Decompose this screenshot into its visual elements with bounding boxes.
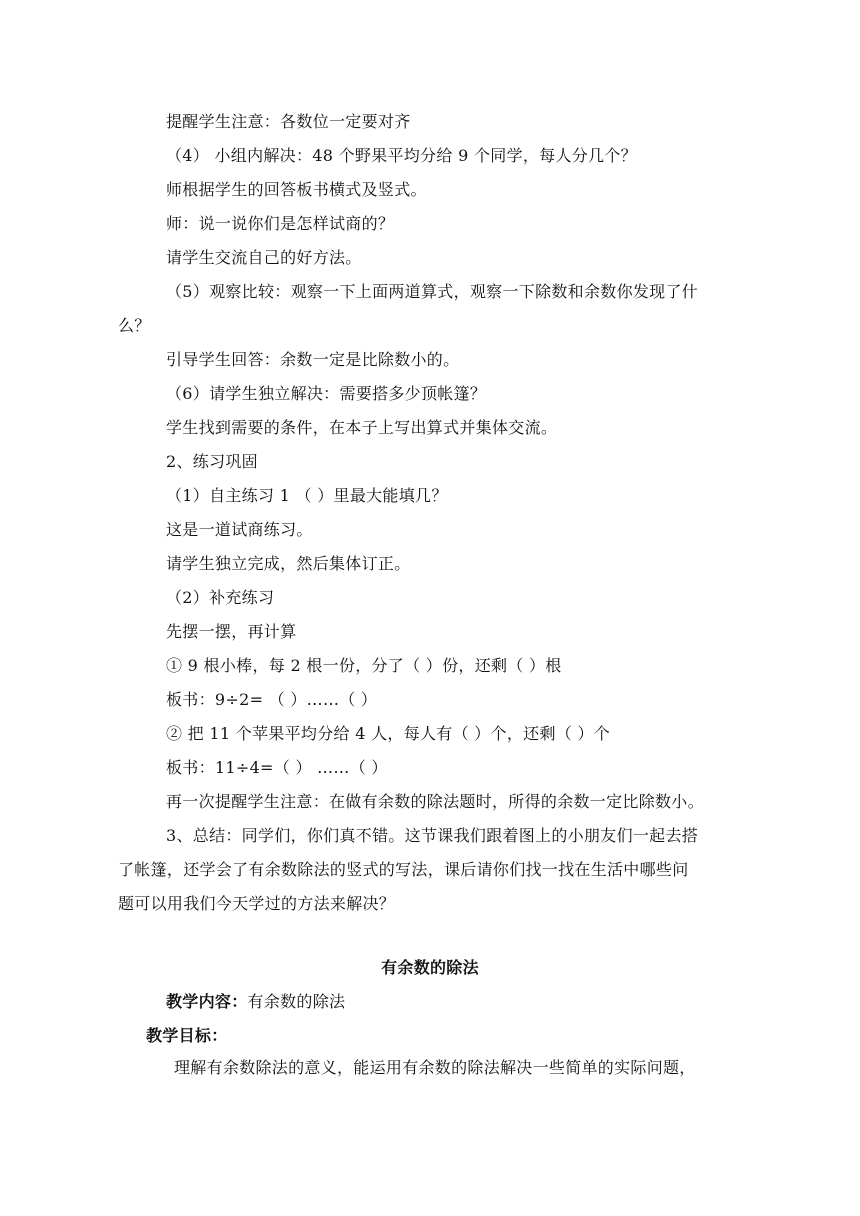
paragraph: （6）请学生独立解决：需要搭多少顶帐篷？ xyxy=(166,384,487,403)
paragraph: 板书：11÷4=（ ） ……（ ） xyxy=(166,758,388,777)
paragraph: 先摆一摆，再计算 xyxy=(166,622,297,641)
paragraph: 提醒学生注意：各数位一定要对齐 xyxy=(166,112,411,131)
paragraph: 了帐篷，还学会了有余数除法的竖式的写法，课后请你们找一找在生活中哪些问 xyxy=(118,860,689,879)
lesson-title-wrap xyxy=(0,958,860,978)
paragraph: 3、总结：同学们，你们真不错。这节课我们跟着图上的小朋友们一起去搭 xyxy=(166,826,699,845)
teaching-goal-label: 教学目标： xyxy=(146,1026,228,1045)
paragraph: 请学生交流自己的好方法。 xyxy=(166,248,362,267)
paragraph: （5）观察比较：观察一下上面两道算式，观察一下除数和余数你发现了什 xyxy=(166,282,699,301)
paragraph: 请学生独立完成，然后集体订正。 xyxy=(166,554,411,573)
paragraph: 再一次提醒学生注意：在做有余数的除法题时，所得的余数一定比除数小。 xyxy=(166,792,704,811)
paragraph: 这是一道试商练习。 xyxy=(166,520,313,539)
paragraph: 板书：9÷2= （ ）……（ ） xyxy=(166,690,378,709)
paragraph: 师：说一说你们是怎样试商的？ xyxy=(166,214,395,233)
section-heading: 2、练习巩固 xyxy=(166,452,258,471)
paragraph: 么？ xyxy=(118,316,151,335)
teaching-content-value: 有余数的除法 xyxy=(247,992,346,1011)
paragraph: 学生找到需要的条件，在本子上写出算式并集体交流。 xyxy=(166,418,558,437)
paragraph: （4） 小组内解决：48 个野果平均分给 9 个同学，每人分几个？ xyxy=(166,146,637,165)
lesson-title: 有余数的除法 xyxy=(381,958,479,977)
paragraph: 题可以用我们今天学过的方法来解决？ xyxy=(118,894,396,913)
teaching-content xyxy=(166,992,345,1012)
paragraph: 师根据学生的回答板书横式及竖式。 xyxy=(166,180,427,199)
paragraph: （2）补充练习 xyxy=(166,588,275,607)
paragraph: ② 把 11 个苹果平均分给 4 人，每人有（ ）个，还剩（ ）个 xyxy=(166,724,611,743)
paragraph: 引导学生回答：余数一定是比除数小的。 xyxy=(166,350,460,369)
teaching-goal-text: 理解有余数除法的意义，能运用有余数的除法解决一些简单的实际问题， xyxy=(174,1058,696,1077)
teaching-content-label: 教学内容： xyxy=(166,992,248,1011)
paragraph: （1）自主练习 1 （ ）里最大能填几？ xyxy=(166,486,448,505)
paragraph: ① 9 根小棒，每 2 根一份，分了（ ）份，还剩（ ）根 xyxy=(166,656,562,675)
